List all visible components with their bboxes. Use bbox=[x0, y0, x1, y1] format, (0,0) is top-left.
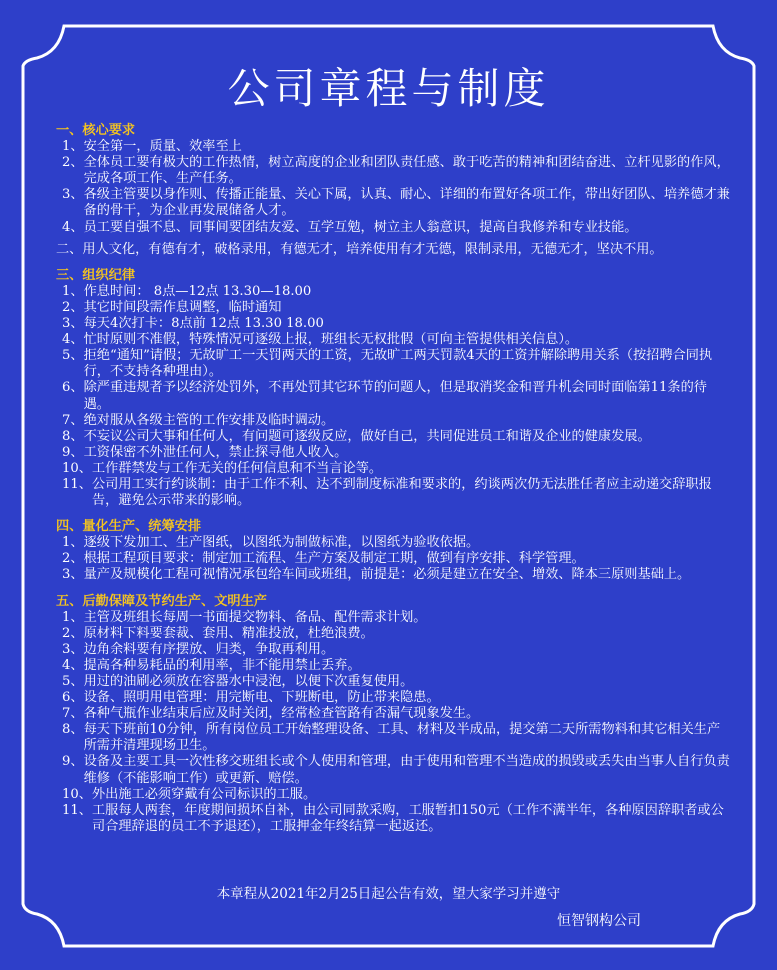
rule-number: 4、 bbox=[62, 657, 84, 673]
rule-number: 9、 bbox=[62, 444, 84, 460]
rule-item bbox=[56, 674, 732, 690]
rule-text: 员工要自强不息、同事间要团结友爱、互学互勉，树立主人翁意识，提高自我修养和专业技能。 bbox=[83, 219, 638, 235]
rule-item bbox=[56, 722, 732, 754]
rule-text: 忙时原则不准假，特殊情况可逐级上报，班组长无权批假（可向主管提供相关信息）。 bbox=[83, 332, 579, 348]
rule-item bbox=[56, 220, 732, 236]
rule-item bbox=[56, 380, 732, 412]
rule-item bbox=[56, 706, 732, 722]
rule-item bbox=[56, 139, 732, 155]
section-heading: 三、组织纪律 bbox=[56, 267, 136, 283]
rule-number: 3、 bbox=[62, 641, 84, 657]
company-name: 恒智钢构公司 bbox=[557, 913, 641, 929]
rule-item bbox=[56, 567, 732, 583]
rule-item bbox=[56, 461, 732, 477]
section-gap bbox=[56, 509, 732, 515]
rule-item bbox=[56, 242, 732, 258]
rule-number: 6、 bbox=[62, 690, 84, 706]
page-title: 公司章程与制度 bbox=[227, 64, 550, 113]
rule-text: 量产及规模化工程可视情况承包给车间或班组，前提是：必须是建立在安全、增效、降本三原则基础上。 bbox=[83, 567, 691, 583]
rule-number: 7、 bbox=[62, 706, 84, 722]
rule-text: 每天下班前10分钟，所有岗位员工开始整理设备、工具、材料及半成品，提交第二天所需物料和其它相关生产所需并清理现场卫生。 bbox=[83, 722, 721, 754]
rule-item bbox=[56, 300, 732, 316]
rule-number: 3、 bbox=[62, 567, 84, 583]
rule-item bbox=[56, 642, 732, 658]
rule-number: 4、 bbox=[62, 219, 84, 235]
rule-text: 工作群禁发与工作无关的任何信息和不当言论等。 bbox=[91, 460, 383, 476]
rule-text: 安全第一，质量、效率至上 bbox=[83, 139, 242, 155]
rule-number: 1、 bbox=[62, 535, 84, 551]
rule-item bbox=[56, 284, 732, 300]
rule-item bbox=[56, 803, 732, 835]
rule-text: 原材料下料要套裁、套用、精准投放，杜绝浪费。 bbox=[83, 625, 374, 641]
rule-number: 6、 bbox=[62, 380, 84, 396]
rule-item bbox=[56, 155, 732, 187]
rule-text: 外出施工必须穿戴有公司标识的工服。 bbox=[91, 786, 317, 802]
rule-text: 用过的油刷必须放在容器水中浸泡，以便下次重复使用。 bbox=[83, 674, 414, 689]
rule-text: 逐级下发加工、生产图纸，以图纸为制做标准，以图纸为验收依据。 bbox=[83, 535, 480, 551]
rule-text: 提高各种易耗品的利用率，非不能用禁止丢弃。 bbox=[83, 657, 361, 673]
rule-number: 10、 bbox=[62, 460, 92, 476]
rule-number: 9、 bbox=[62, 754, 84, 770]
rule-number: 5、 bbox=[62, 348, 84, 364]
rule-number: 2、 bbox=[62, 551, 84, 567]
rule-item bbox=[56, 332, 732, 348]
rule-item bbox=[56, 429, 732, 445]
rule-text: 各种气瓶作业结束后应及时关闭，经常检查管路有否漏气现象发生。 bbox=[83, 706, 480, 722]
rule-number: 2、 bbox=[62, 155, 84, 171]
rule-number: 二、 bbox=[56, 241, 83, 257]
rule-number: 11、 bbox=[62, 802, 92, 818]
rule-item bbox=[56, 316, 732, 332]
rule-text: 工资保密不外泄任何人，禁止探寻他人收入。 bbox=[83, 444, 348, 460]
rule-number: 4、 bbox=[62, 332, 84, 348]
rule-text: 除严重违规者予以经济处罚外，不再处罚其它环节的问题人，但是取消奖金和晋升机会同时面临第11条的待遇。 bbox=[83, 380, 707, 412]
rule-text: 其它时间段需作息调整，临时通知 bbox=[83, 299, 282, 315]
rule-number: 8、 bbox=[62, 722, 84, 738]
rule-text: 用人文化，有德有才，破格录用，有德无才，培养使用有才无德，限制录用，无德无才，坚决不用。 bbox=[82, 241, 663, 257]
rule-number: 1、 bbox=[62, 609, 84, 625]
rule-item bbox=[56, 754, 732, 786]
rule-item bbox=[56, 787, 732, 803]
rule-text: 公司用工实行约谈制：由于工作不利、达不到制度标准和要求的，约谈两次仍无法胜任者应主动递交辞职报告，避免公示带来的影响。 bbox=[91, 476, 712, 509]
rule-text: 绝对服从各级主管的工作安排及临时调动。 bbox=[83, 412, 335, 428]
rule-item bbox=[56, 658, 732, 674]
rule-text: 根据工程项目要求：制定加工流程、生产方案及制定工期，做到有序安排、科学管理。 bbox=[83, 551, 585, 567]
rule-text: 主管及班组长每周一书面提交物料、备品、配件需求计划。 bbox=[83, 609, 427, 625]
rule-number: 1、 bbox=[62, 283, 84, 299]
rule-item bbox=[56, 626, 732, 642]
rule-text: 作息时间： 8点—12点 13.30—18.00 bbox=[83, 283, 312, 299]
rule-item bbox=[56, 348, 732, 380]
rule-text: 设备、照明用电管理：用完断电、下班断电，防止带来隐患。 bbox=[83, 690, 440, 706]
rule-text: 拒绝“通知”请假；无故旷工一天罚两天的工资，无故旷工两天罚款4天的工资并解除聘用关系（按招聘合同执行，不支持各种理由）。 bbox=[83, 348, 713, 380]
rule-item bbox=[56, 690, 732, 706]
section-heading: 四、量化生产、统筹安排 bbox=[56, 519, 202, 535]
rule-text: 不妄议公司大事和任何人，有问题可逐级反应，做好自己，共同促进员工和谐及企业的健康发展。 bbox=[83, 428, 651, 444]
rule-number: 2、 bbox=[62, 625, 84, 641]
rule-text: 每天4次打卡：8点前 12点 13.30 18.00 bbox=[83, 316, 324, 332]
rule-text: 边角余料要有序摆放、归类，争取再利用。 bbox=[83, 641, 335, 657]
section-heading: 一、核心要求 bbox=[56, 123, 136, 138]
rule-text: 全体员工要有极大的工作热情，树立高度的企业和团队责任感、敢于吃苦的精神和团结奋进、立杆见影的作风，完成各项工作、生产任务。 bbox=[83, 155, 730, 187]
rule-item bbox=[56, 477, 732, 509]
rule-number: 7、 bbox=[62, 412, 84, 428]
rule-item bbox=[56, 187, 732, 219]
rule-item bbox=[56, 445, 732, 461]
rule-item bbox=[56, 413, 732, 429]
rule-number: 2、 bbox=[62, 299, 84, 315]
rule-item bbox=[56, 551, 732, 567]
section-gap bbox=[56, 584, 732, 590]
rule-item bbox=[56, 610, 732, 626]
section-gap bbox=[56, 258, 732, 264]
rule-text: 设备及主要工具一次性移交班组长或个人使用和管理，由于使用和管理不当造成的损毁或丢失由当事人自行负责维修（不能影响工作）或更新、赔偿。 bbox=[83, 754, 730, 786]
rule-number: 3、 bbox=[62, 187, 84, 203]
rule-number: 8、 bbox=[62, 428, 84, 444]
section-heading: 五、后勤保障及节约生产、文明生产 bbox=[56, 593, 267, 609]
rule-text: 工服每人两套，年度期间损坏自补，由公司同款采购，工服暂扣150元（工作不满半年，各种原因辞职者或公司合理辞退的员工不予退还），工服押金年终结算一起返还。 bbox=[91, 802, 724, 834]
rule-number: 3、 bbox=[62, 316, 84, 332]
rule-text: 各级主管要以身作则、传播正能量、关心下属，认真、耐心、详细的布置好各项工作，带出好团队、培养德才兼备的骨干，为企业再发展储备人才。 bbox=[83, 187, 730, 219]
rule-number: 5、 bbox=[62, 674, 84, 689]
rule-number: 10、 bbox=[62, 786, 92, 802]
effective-date-notice: 本章程从2021年2月25日起公告有效，望大家学习并遵守 bbox=[216, 886, 561, 902]
rule-item bbox=[56, 535, 732, 551]
rule-number: 11、 bbox=[62, 476, 92, 492]
rule-number: 1、 bbox=[62, 139, 84, 155]
regulations-body bbox=[56, 119, 732, 835]
